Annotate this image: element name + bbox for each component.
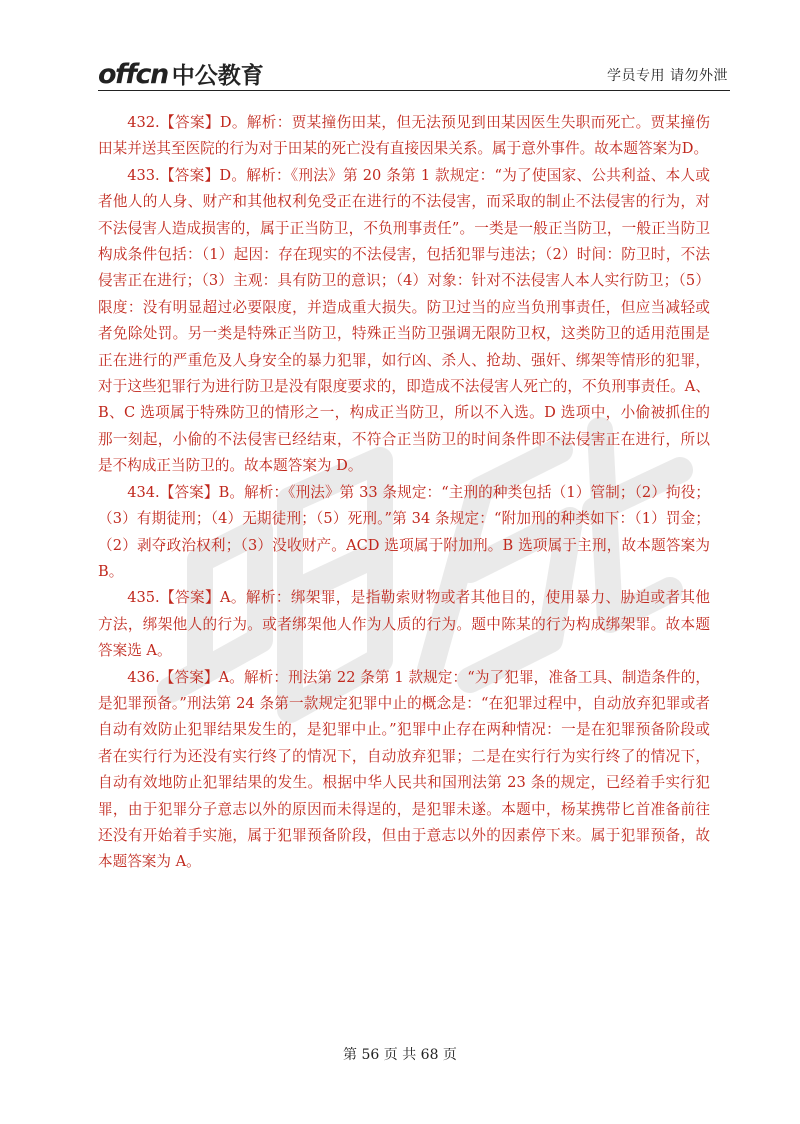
page-header (98, 58, 730, 91)
header-confidential-note: 学员专用 请勿外泄 (607, 68, 728, 84)
answer-paragraph-434: 434.【答案】B。解析：《刑法》第 33 条规定：“主刑的种类包括（1）管制；（2）拘役；（3）有期徒刑；（4）无期徒刑；（5）死刑。”第 34 条规定：“附加刑的种类如下：（1）罚金；（2）剥夺政治权利；（3）没收财产。ACD 选项属于附加刑。B 选项属于主刑，故本题答案为 B。 (98, 483, 710, 580)
answer-paragraph-433: 433.【答案】D。解析：《刑法》第 20 条第 1 款规定：“为了使国家、公共利益、本人或者他人的人身、财产和其他权利免受正在进行的不法侵害，而采取的制止不法侵害的行为，对不法侵害人造成损害的，属于正当防卫，不负刑事责任”。一类是一般正当防卫，一般正当防卫构成条件包括：（1）起因：存在现实的不法侵害，包括犯罪与违法；（2）时间：防卫时，不法侵害正在进行；（3）主观：具有防卫的意识；（4）对象：针对不法侵害人本人实行防卫；（5）限度：没有明显超过必要限度，并造成重大损失。防卫过当的应当负刑事责任，但应当减轻或者免除处罚。另一类是特殊正当防卫，特殊正当防卫强调无限防卫权，这类防卫的适用范围是正在进行的严重危及人身安全的暴力犯罪，如行凶、杀人、抢劫、强奸、绑架等情形的犯罪，对于这些犯罪行为进行防卫是没有限度要求的，即造成不法侵害人死亡的，不负刑事责任。A、B、C 选项属于特殊防卫的情形之一，构成正当防卫，所以不入选。D 选项中，小偷被抓住的那一刻起，小偷的不法侵害已经结束，不符合正当防卫的时间条件即不法侵害正在进行，所以是不构成正当防卫的。故本题答案为 D。 (98, 166, 710, 475)
page-number: 第 56 页 共 68 页 (343, 1047, 457, 1063)
offcn-logo (98, 60, 264, 88)
answer-explanations (98, 110, 710, 876)
answer-paragraph-435: 435.【答案】A。解析：绑架罪，是指勒索财物或者其他目的，使用暴力、胁迫或者其他方法，绑架他人的行为。或者绑架他人作为人质的行为。题中陈某的行为构成绑架罪。故本题答案选 A。 (98, 589, 710, 660)
logo-latin-text: offcn (98, 59, 168, 90)
answer-paragraph-436: 436.【答案】A。解析：刑法第 22 条第 1 款规定：“为了犯罪，准备工具、制造条件的，是犯罪预备。”刑法第 24 条第一款规定犯罪中止的概念是：“在犯罪过程中，自动放弃犯罪或者自动有效防止犯罪结果发生的，是犯罪中止。”犯罪中止存在两种情况：一是在犯罪预备阶段或者在实行行为还没有实行终了的情况下，自动放弃犯罪；二是在实行行为实行终了的情况下，自动有效地防止犯罪结果的发生。根据中华人民共和国刑法第 23 条的规定，已经着手实行犯罪，由于犯罪分子意志以外的原因而未得逞的，是犯罪未遂。本题中，杨某携带匕首准备前往还没有开始着手实施，属于犯罪预备阶段，但由于意志以外的因素停下来。属于犯罪预备，故本题答案为 A。 (98, 668, 710, 871)
logo-chinese-text: 中公教育 (171, 63, 264, 89)
answer-paragraph-432: 432.【答案】D。解析：贾某撞伤田某，但无法预见到田某因医生失职而死亡。贾某撞伤田某并送其至医院的行为对于田某的死亡没有直接因果关系。属于意外事件。故本题答案为D。 (98, 114, 710, 158)
